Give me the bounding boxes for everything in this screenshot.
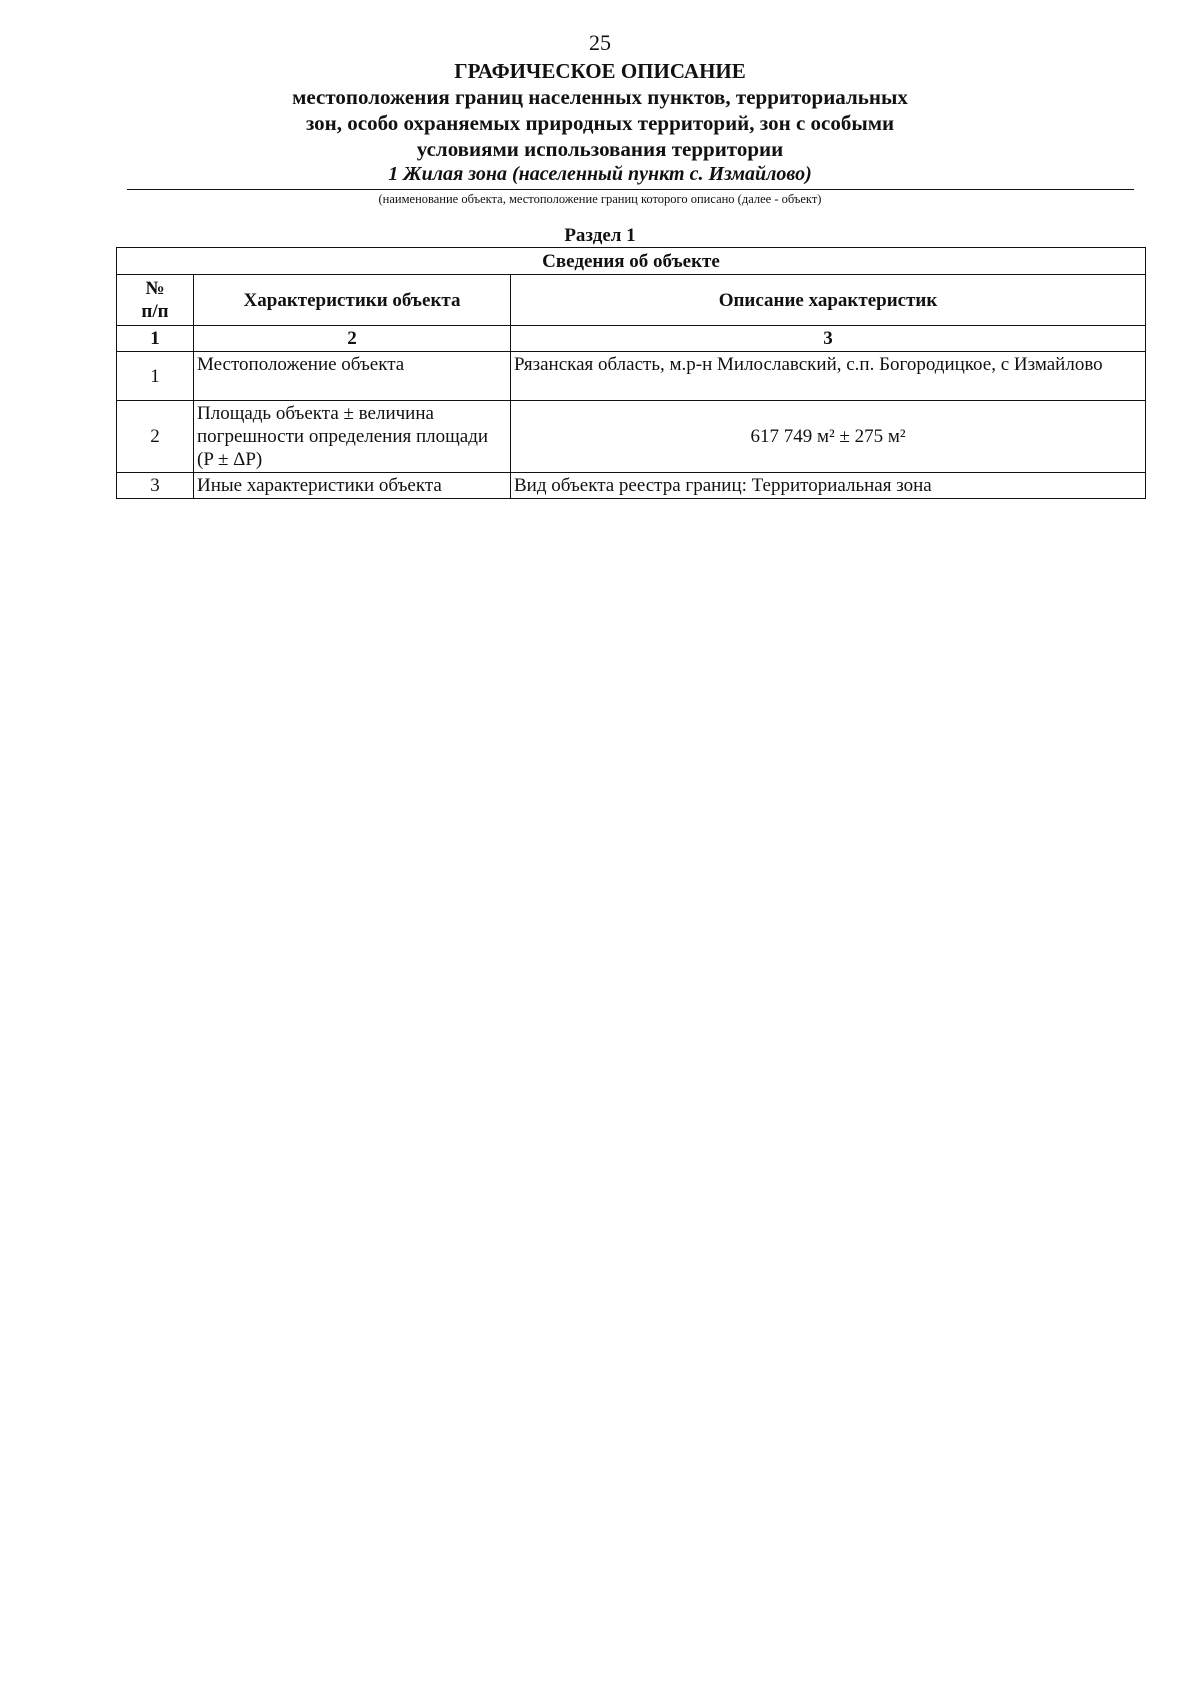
page-number: 25 bbox=[589, 30, 611, 55]
row-characteristic: Иные характеристики объекта bbox=[194, 473, 511, 499]
row-num: 2 bbox=[117, 401, 194, 473]
row-description: 617 749 м² ± 275 м² bbox=[511, 401, 1146, 473]
row-num: 1 bbox=[117, 352, 194, 401]
object-caption: (наименование объекта, местоположение границ которого описано (далее - объект) bbox=[378, 192, 822, 206]
object-info-table bbox=[116, 247, 1146, 499]
table-row bbox=[117, 473, 1146, 499]
object-name-underline bbox=[127, 189, 1134, 190]
table-caption: Сведения об объекте bbox=[117, 248, 1146, 275]
column-index-row bbox=[117, 326, 1146, 352]
row-description: Рязанская область, м.р-н Милославский, с.п. Богородицкое, с Измайлово bbox=[511, 352, 1146, 401]
header-num bbox=[117, 275, 194, 326]
table-caption-row bbox=[117, 248, 1146, 275]
column-index-3: 3 bbox=[511, 326, 1146, 352]
title-line-1: ГРАФИЧЕСКОЕ ОПИСАНИЕ bbox=[454, 59, 746, 83]
column-index-1: 1 bbox=[117, 326, 194, 352]
column-index-2: 2 bbox=[194, 326, 511, 352]
header-num-line-1: № bbox=[145, 278, 165, 299]
row-description: Вид объекта реестра границ: Территориальная зона bbox=[511, 473, 1146, 499]
header-description: Описание характеристик bbox=[511, 275, 1146, 326]
header-num-line-2: п/п bbox=[141, 301, 169, 322]
section-title: Раздел 1 bbox=[564, 225, 636, 246]
title-line-4: условиями использования территории bbox=[416, 137, 784, 161]
table-header-row bbox=[117, 275, 1146, 326]
row-characteristic: Местоположение объекта bbox=[194, 352, 511, 401]
table-row bbox=[117, 401, 1146, 473]
object-name: 1 Жилая зона (населенный пункт с. Измайлово) bbox=[388, 163, 812, 185]
header-characteristics: Характеристики объекта bbox=[194, 275, 511, 326]
row-num: 3 bbox=[117, 473, 194, 499]
title-line-2: местоположения границ населенных пунктов, территориальных bbox=[292, 85, 908, 109]
document-title bbox=[0, 58, 1200, 162]
row-characteristic: Площадь объекта ± величина погрешности определения площади (P ± ΔP) bbox=[194, 401, 511, 473]
table-row bbox=[117, 352, 1146, 401]
title-line-3: зон, особо охраняемых природных территорий, зон с особыми bbox=[305, 111, 895, 135]
